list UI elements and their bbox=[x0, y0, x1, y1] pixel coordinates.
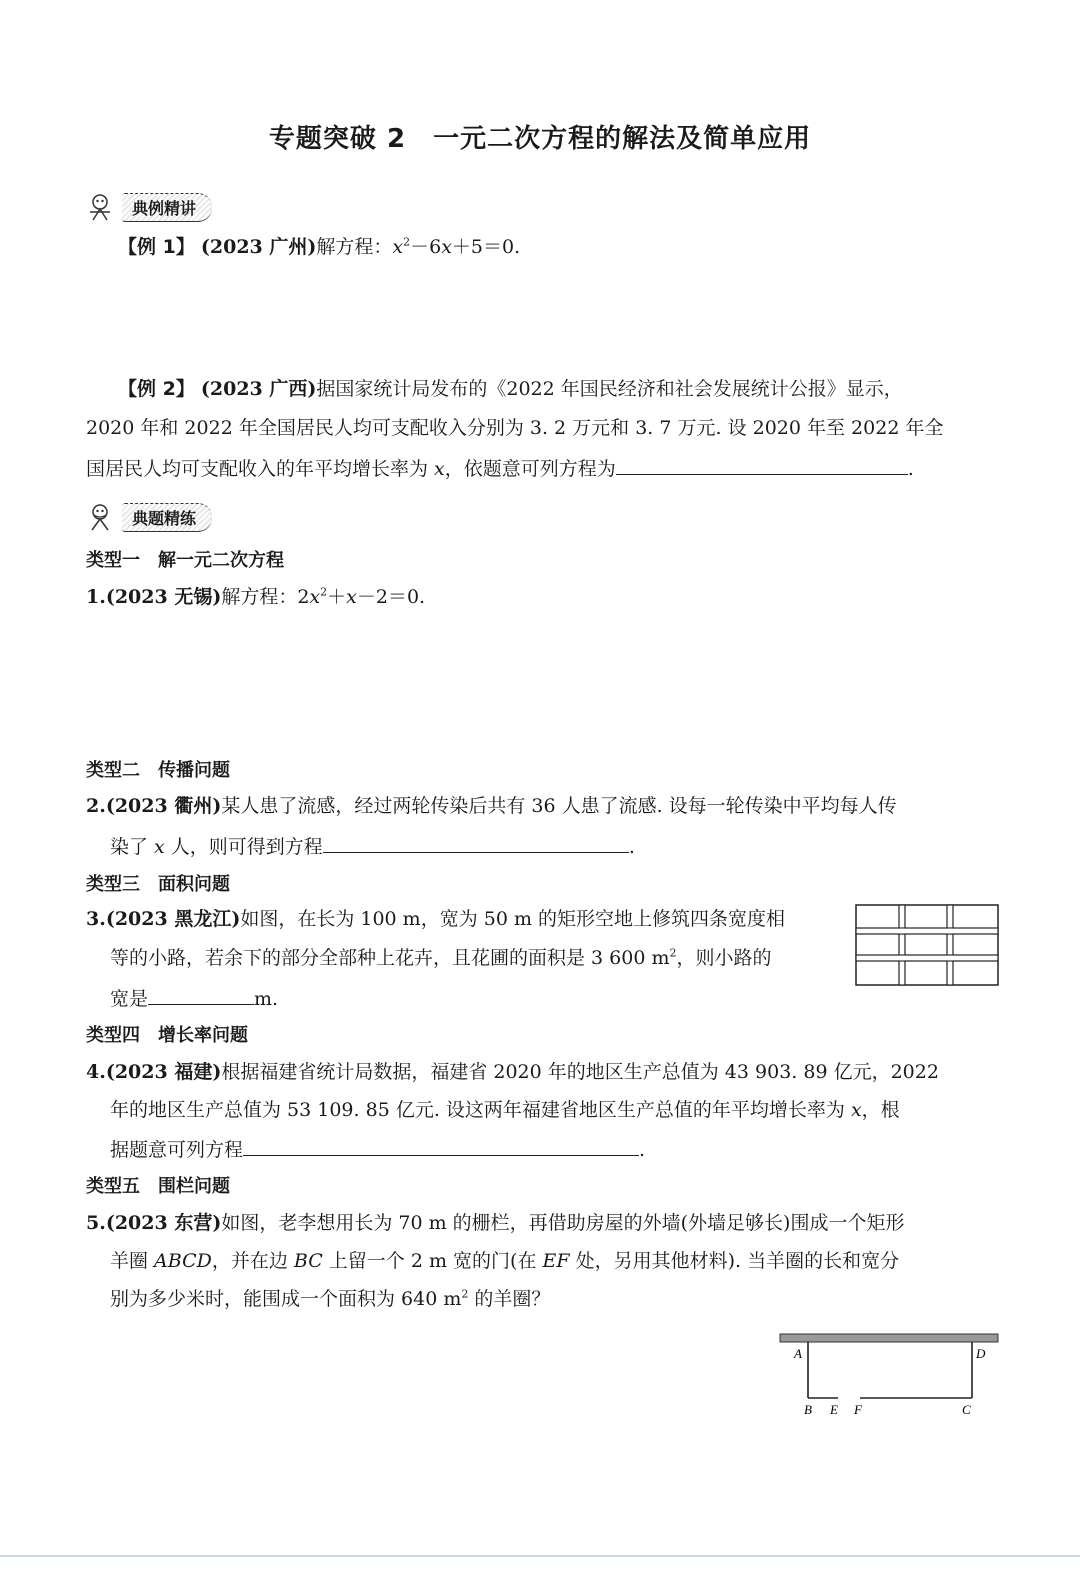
math-exponent: 2 bbox=[403, 235, 411, 249]
question-text: 羊圈 bbox=[110, 1250, 155, 1272]
question-source: (2023 黑龙江) bbox=[105, 908, 241, 930]
question-text: 处，另用其他材料). 当羊圈的长和宽分 bbox=[569, 1250, 900, 1272]
question-text: . bbox=[628, 836, 635, 858]
example-source: (2023 广州) bbox=[200, 236, 317, 258]
label-b: B bbox=[804, 1402, 812, 1417]
question-4-line-2 bbox=[110, 1097, 900, 1123]
math-var: x bbox=[392, 236, 404, 258]
question-source: (2023 衢州) bbox=[105, 795, 222, 817]
example-text: 解方程： bbox=[316, 236, 393, 258]
sheep-pen-figure bbox=[776, 1328, 1004, 1420]
question-source: (2023 无锡) bbox=[105, 586, 222, 608]
example-2-line-2: 2020 年和 2022 年全国居民人均可支配收入分别为 3. 2 万元和 3. 7 万元. 设 2020 年至 2022 年全 bbox=[86, 417, 944, 439]
label-e: E bbox=[830, 1402, 838, 1417]
math-exponent: 2 bbox=[320, 585, 328, 599]
question-text: 等的小路，若余下的部分全部种上花卉，且花圃的面积是 3 600 m bbox=[110, 947, 670, 969]
math-var: x bbox=[441, 236, 452, 258]
question-text: 如图，在长为 100 m，宽为 50 m 的矩形空地上修筑四条宽度相 bbox=[240, 908, 786, 930]
math-var: BC bbox=[293, 1250, 323, 1272]
question-text: 年的地区生产总值为 53 109. 85 亿元. 设这两年福建省地区生产总值的年平均增长率为 bbox=[110, 1099, 851, 1121]
page-title: 专题突破 2 一元二次方程的解法及简单应用 bbox=[268, 124, 812, 154]
label-f: F bbox=[854, 1402, 862, 1417]
question-5-line-2 bbox=[110, 1248, 899, 1274]
question-text: 根据福建省统计局数据，福建省 2020 年的地区生产总值为 43 903. 89 亿元，2022 bbox=[221, 1061, 939, 1083]
math-text: ＋5＝0. bbox=[451, 236, 521, 258]
question-3-line-1 bbox=[86, 906, 785, 932]
question-3-line-2 bbox=[110, 945, 772, 971]
page-bottom-rule bbox=[0, 1555, 1080, 1557]
section-badge-practice bbox=[86, 502, 212, 532]
example-tag: 【例 2】 bbox=[118, 378, 195, 400]
example-2-line-3 bbox=[86, 454, 914, 482]
answer-blank[interactable] bbox=[616, 454, 908, 475]
question-text: 别为多少米时，能围成一个面积为 640 m bbox=[110, 1288, 462, 1310]
math-var: x bbox=[309, 586, 321, 608]
section-label: 典例精讲 bbox=[122, 193, 212, 222]
question-number: 5. bbox=[86, 1212, 106, 1234]
question-text: ，则小路的 bbox=[676, 947, 772, 969]
section-badge-examples bbox=[86, 192, 212, 222]
mascot-icon bbox=[86, 500, 120, 534]
question-5-line-3 bbox=[110, 1286, 550, 1312]
question-number: 2. bbox=[86, 795, 106, 817]
question-source: (2023 福建) bbox=[105, 1061, 222, 1083]
question-text: 如图，老李想用长为 70 m 的栅栏，再借助房屋的外墙(外墙足够长)围成一个矩形 bbox=[221, 1212, 905, 1234]
question-5-line-1 bbox=[86, 1210, 904, 1236]
math-text: －2＝0. bbox=[356, 586, 426, 608]
type-2-heading: 类型二 传播问题 bbox=[86, 760, 230, 781]
example-text: ，依题意可列方程为 bbox=[444, 458, 616, 480]
question-1 bbox=[86, 584, 425, 610]
question-text: 染了 bbox=[110, 836, 155, 858]
type-1-heading: 类型一 解一元二次方程 bbox=[86, 550, 284, 571]
question-text: ，根 bbox=[861, 1099, 900, 1121]
answer-blank[interactable] bbox=[323, 832, 629, 853]
question-text: 据题意可列方程 bbox=[110, 1139, 244, 1161]
label-a: A bbox=[794, 1346, 802, 1361]
type-4-heading: 类型四 增长率问题 bbox=[86, 1025, 248, 1046]
math-var: x bbox=[850, 1099, 862, 1121]
question-text: ，并在边 bbox=[211, 1250, 294, 1272]
example-1 bbox=[118, 234, 520, 260]
question-2-line-2 bbox=[110, 832, 635, 860]
example-text: 据国家统计局发布的《2022 年国民经济和社会发展统计公报》显示， bbox=[316, 378, 903, 400]
math-var: x bbox=[154, 836, 165, 858]
math-var: x bbox=[346, 586, 357, 608]
question-text: 上留一个 2 m 宽的门(在 bbox=[322, 1250, 543, 1272]
math-exponent: 2 bbox=[669, 946, 677, 960]
section-label: 典题精练 bbox=[122, 503, 212, 532]
question-text: . bbox=[639, 1139, 646, 1161]
question-2-line-1 bbox=[86, 793, 897, 819]
math-text: －6 bbox=[410, 236, 442, 258]
garden-paths-figure bbox=[855, 904, 1000, 986]
math-var: x bbox=[434, 458, 445, 480]
example-source: (2023 广西) bbox=[200, 378, 317, 400]
question-text: 宽是 bbox=[110, 988, 149, 1010]
question-text: 某人患了流感，经过两轮传染后共有 36 人患了流感. 设每一轮传染中平均每人传 bbox=[221, 795, 897, 817]
question-number: 3. bbox=[86, 908, 106, 930]
question-3-line-3 bbox=[110, 984, 278, 1012]
answer-blank[interactable] bbox=[243, 1135, 639, 1156]
example-text: 国居民人均可支配收入的年平均增长率为 bbox=[86, 458, 435, 480]
mascot-icon bbox=[86, 190, 120, 224]
question-4-line-3 bbox=[110, 1135, 645, 1163]
answer-blank[interactable] bbox=[148, 984, 254, 1005]
type-5-heading: 类型五 围栏问题 bbox=[86, 1176, 230, 1197]
example-tag: 【例 1】 bbox=[118, 236, 195, 258]
question-source: (2023 东营) bbox=[105, 1212, 222, 1234]
label-c: C bbox=[962, 1402, 971, 1417]
question-4-line-1 bbox=[86, 1059, 939, 1085]
question-text: 人，则可得到方程 bbox=[164, 836, 323, 858]
math-var: ABCD bbox=[154, 1250, 212, 1272]
math-exponent: 2 bbox=[461, 1287, 469, 1301]
math-text: ＋ bbox=[327, 586, 347, 608]
type-3-heading: 类型三 面积问题 bbox=[86, 874, 230, 895]
example-2-line-1 bbox=[118, 376, 903, 402]
question-number: 1. bbox=[86, 586, 106, 608]
label-d: D bbox=[976, 1346, 986, 1361]
question-text: 的羊圈？ bbox=[468, 1288, 551, 1310]
question-number: 4. bbox=[86, 1061, 106, 1083]
math-var: EF bbox=[542, 1250, 570, 1272]
question-text: 解方程：2 bbox=[221, 586, 310, 608]
example-text: . bbox=[907, 458, 914, 480]
question-text: m. bbox=[254, 988, 279, 1010]
